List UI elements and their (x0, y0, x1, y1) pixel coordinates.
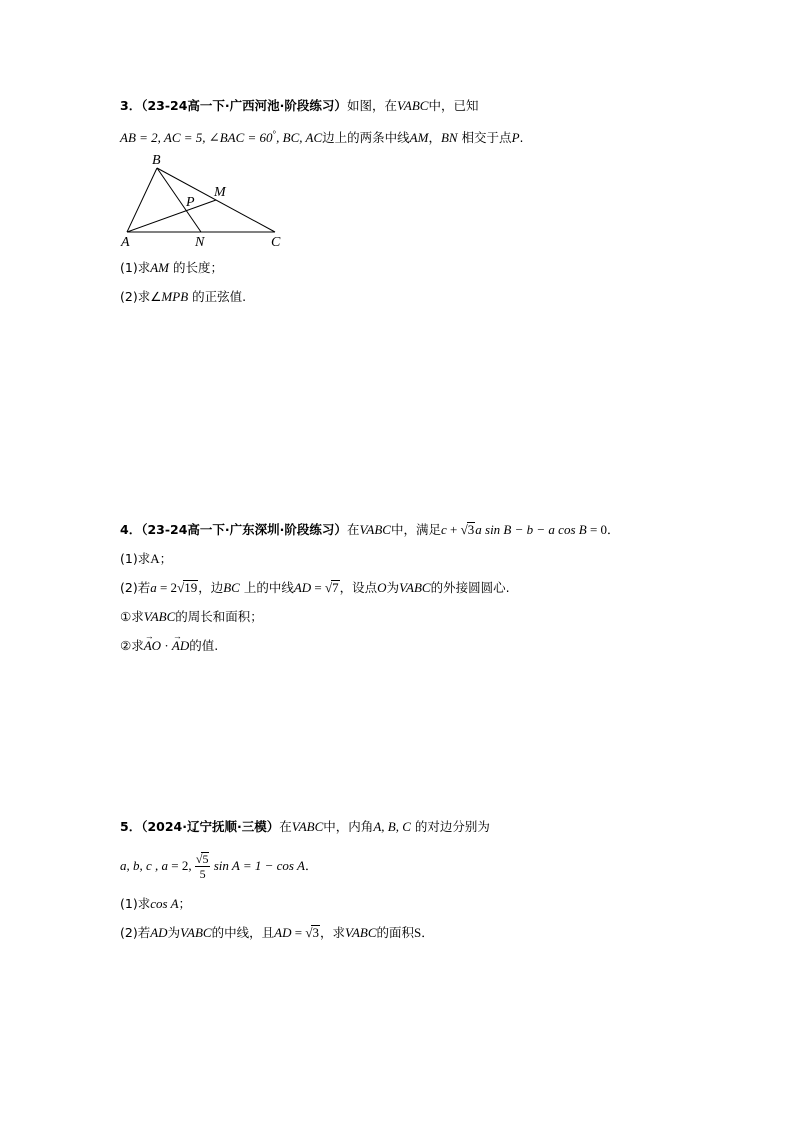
q4-sub1 (120, 607, 263, 627)
q3-part1-suffix: 的长度； (169, 260, 223, 275)
fig-median-am (127, 200, 216, 232)
q3-condition-c: 边上的两条中线 (322, 130, 410, 146)
q5-part1 (120, 894, 191, 914)
q5-part1-prefix: (1)求 (120, 896, 151, 911)
q4-part2-sqrt19: 19 (184, 580, 198, 595)
q4-part2-bc: BC (223, 580, 240, 595)
q4-part2-mid2: 上的中线 (239, 580, 294, 595)
q4-sub2-vector-ad: → AD (172, 636, 189, 656)
q3-degree: ° (272, 129, 277, 139)
fig-label-p: P (186, 195, 195, 210)
q4-triangle: VABC (359, 522, 391, 537)
fig-label-c: C (271, 235, 281, 250)
q5-part2-mid4: 的面积 (376, 925, 415, 940)
q5-part2-eq: = (291, 925, 306, 940)
q5-line2 (120, 850, 317, 882)
q5-part2-mid2: 的中线，且 (211, 925, 275, 940)
q5-intro: 在 (279, 819, 292, 834)
q4-eq-sqrt3: 3 (467, 522, 475, 537)
q5-eq: = 2, (168, 858, 195, 873)
q5-source: （2024·辽宁抚顺·三模） (141, 819, 280, 834)
q3-part2-prefix: (2)求∠ (120, 289, 162, 304)
q3-intro: 如图，在 (346, 98, 397, 113)
q5-part2-s: S (414, 925, 422, 940)
q4-eq-plus: + (446, 522, 461, 537)
q4-part2-ad: AD (293, 580, 312, 595)
q4-part2-mid4: 为 (386, 580, 400, 595)
q5-frac-num: 5 (202, 852, 209, 866)
q5-part1-suffix: ； (178, 896, 192, 911)
q3-part1-var: AM (150, 260, 169, 275)
q3-condition-b: , BC, AC (276, 130, 323, 146)
q4-sub2-dot: · (161, 638, 172, 653)
q4-part2-mid: ，边 (198, 580, 224, 595)
q4-eq-c: c (441, 522, 447, 537)
q3-period: . (519, 130, 524, 146)
q4-part2-tri: VABC (399, 580, 431, 595)
q4-sub1-prefix: ①求 (120, 609, 144, 624)
q3-am: AM (409, 130, 429, 146)
q4-part2-eq2: = (311, 580, 326, 595)
q4-sub2-prefix: ②求 (120, 638, 144, 653)
q3-comma: ， (428, 130, 441, 146)
q4-part2-mid3: ，设点 (339, 580, 378, 595)
q4-eq-zero: = 0 (586, 522, 608, 537)
q4-sub2 (120, 636, 218, 656)
q5-part2-mid3: ，求 (319, 925, 345, 940)
q5-vars: a, b, c , a (120, 858, 169, 873)
q3-source: （23-24高一下·广西河池·阶段练习） (141, 98, 347, 113)
q4-part2-o: O (377, 580, 387, 595)
q5-part2-sqrt3: 3 (312, 925, 319, 940)
q4-part2: (2)若a = 2√19，边BC 上的中线AD = √7，设点O为VABC的外接圆圆心. (120, 580, 510, 595)
q3-part2-var: MPB (161, 289, 189, 304)
q5-angles: A, B, C (373, 819, 411, 834)
q4-eq-rest: a sin B − b − a cos B (475, 522, 587, 537)
q5-number: 5． (120, 819, 142, 834)
q5-part2: (2)若AD为VABC的中线，且AD = √3，求VABC的面积S． (120, 925, 434, 940)
q4-intro2: 中，满足 (390, 522, 441, 537)
q4-part2-a: a (150, 580, 157, 595)
q5-intro3: 的对边分别为 (410, 819, 490, 834)
q3-line2 (120, 124, 524, 148)
q4-sub1-suffix: 的周长和面积； (175, 609, 263, 624)
q5-eq-end: ． (304, 858, 318, 873)
q4-number: 4． (120, 522, 142, 537)
q3-intro2: 中，已知 (428, 98, 479, 113)
fig-label-n: N (195, 235, 205, 250)
q3-triangle-figure (115, 150, 295, 250)
q3-line1 (120, 96, 479, 116)
q5-part1-var: cos A (150, 896, 179, 911)
q3-p: P (511, 130, 520, 146)
q3-condition-a: AB = 2, AC = 5, ∠BAC = 60 (120, 130, 273, 146)
q4-part2-eq: = 2 (156, 580, 178, 595)
q4-part1-prefix: (1)求 (120, 551, 151, 566)
fig-label-m: M (214, 185, 226, 200)
q4-sub1-tri: VABC (143, 609, 176, 624)
q4-line1: 4．（23-24高一下·广东深圳·阶段练习）在VABC中，满足c + √3a sin B − b − a cos B = 0． (120, 522, 620, 537)
q3-triangle: VABC (396, 98, 429, 113)
q4-part2-end: 的外接圆圆心. (430, 580, 510, 595)
q4-part2-prefix: (2)若 (120, 580, 151, 595)
q5-part2-tri2: VABC (344, 925, 377, 940)
q3-number: 3． (120, 98, 142, 113)
q5-frac-den: 5 (199, 867, 206, 881)
q5-eq-rest: sin A = 1 − cos A (210, 858, 305, 873)
q3-part1-prefix: (1)求 (120, 260, 151, 275)
q4-part1-suffix: ； (159, 551, 173, 566)
q4-part2-sqrt7: 7 (332, 580, 339, 595)
q4-part1-var: A (150, 551, 160, 566)
q3-part2-suffix: 的正弦值. (188, 289, 247, 304)
q3-part2 (120, 287, 246, 307)
q4-part1 (120, 549, 172, 569)
q5-part2-end: ． (421, 925, 434, 940)
q4-source: （23-24高一下·广东深圳·阶段练习） (141, 522, 347, 537)
q4-eq-end: ． (607, 522, 620, 537)
q5-part2-ad: AD (150, 925, 168, 940)
q5-intro2: 中，内角 (323, 819, 374, 834)
q5-fraction: $\frac{√5}{5}$ (195, 852, 209, 881)
q5-part2-ad2: AD (274, 925, 292, 940)
q3-condition-d: 相交于点 (457, 130, 512, 146)
q5-triangle: VABC (291, 819, 324, 834)
q4-sub2-suffix: 的值. (189, 638, 219, 653)
q4-intro: 在 (346, 522, 360, 537)
q4-sub2-vector-ao: → AO (144, 636, 161, 656)
q5-part2-tri: VABC (180, 925, 212, 940)
fig-label-a: A (121, 235, 130, 250)
q5-part2-mid: 为 (167, 925, 181, 940)
q5-part2-prefix: (2)若 (120, 925, 151, 940)
q3-bn: BN (440, 130, 458, 146)
fig-label-b: B (152, 153, 161, 168)
q3-part1 (120, 258, 223, 278)
q5-line1 (120, 817, 490, 837)
